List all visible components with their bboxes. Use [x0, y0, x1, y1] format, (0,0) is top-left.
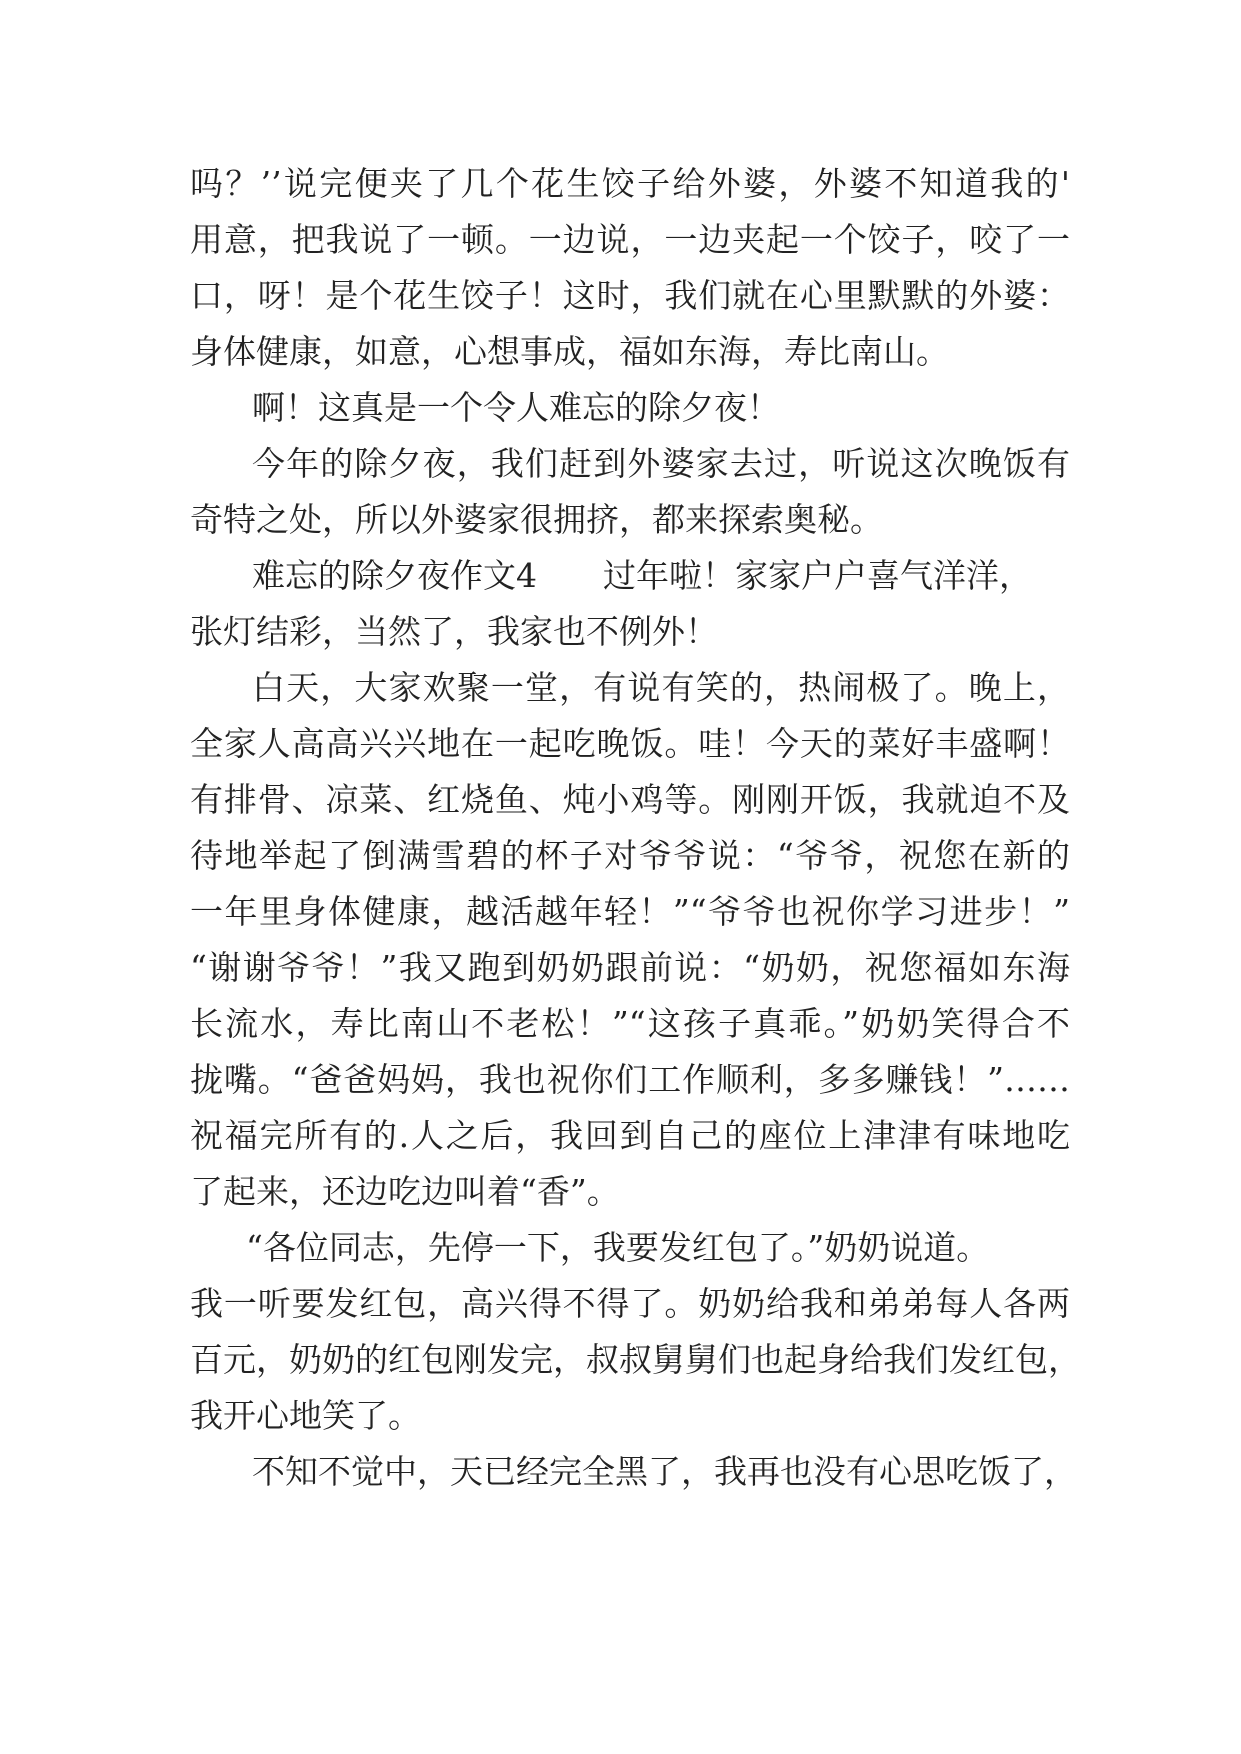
text-line: 百元，奶奶的红包刚发完，叔叔舅舅们也起身给我们发红包，: [190, 1340, 1081, 1379]
text-line: 难忘的除夕夜作文4 过年啦！家家户户喜气洋洋，: [252, 556, 1032, 595]
text-line: 身体健康，如意，心想事成，福如东海，寿比南山。: [190, 332, 949, 371]
text-line: 吗？’’说完便夹了几个花生饺子给外婆，外婆不知道我的': [190, 164, 1070, 203]
text-line: 有排骨、凉菜、红烧鱼、炖小鸡等。刚刚开饭，我就迫不及: [190, 780, 1070, 819]
text-line: 一年里身体健康，越活越年轻！”“爷爷也祝你学习进步！”: [190, 892, 1070, 931]
text-line: 我一听要发红包，高兴得不得了。奶奶给我和弟弟每人各两: [190, 1284, 1070, 1323]
text-line: 长流水，寿比南山不老松！”“这孩子真乖。”奶奶笑得合不: [190, 1004, 1070, 1043]
text-line: 全家人高高兴兴地在一起吃晚饭。哇！今天的菜好丰盛啊！: [190, 724, 1070, 763]
text-line: 拢嘴。“爸爸妈妈，我也祝你们工作顺利，多多赚钱！”……: [190, 1060, 1070, 1099]
text-line: 用意，把我说了一顿。一边说，一边夹起一个饺子，咬了一: [190, 220, 1070, 259]
text-line: 奇特之处，所以外婆家很拥挤，都来探索奥秘。: [190, 500, 883, 539]
text-line: 口，呀！是个花生饺子！这时，我们就在心里默默的外婆：: [190, 276, 1070, 315]
text-line: 祝福完所有的.人之后，我回到自己的座位上津津有味地吃: [190, 1116, 1070, 1155]
text-line: 白天，大家欢聚一堂，有说有笑的，热闹极了。晚上，: [252, 668, 1070, 707]
text-line: 待地举起了倒满雪碧的杯子对爷爷说：“爷爷，祝您在新的: [190, 836, 1070, 875]
text-line: 今年的除夕夜，我们赶到外婆家去过，听说这次晚饭有: [252, 444, 1070, 483]
text-line: “谢谢爷爷！”我又跑到奶奶跟前说：“奶奶，祝您福如东海: [190, 948, 1070, 987]
text-line: 了起来，还边吃边叫着“香”。: [190, 1172, 620, 1211]
text-line: 不知不觉中，天已经完全黑了，我再也没有心思吃饭了，: [252, 1452, 1077, 1491]
text-line: 啊！这真是一个令人难忘的除夕夜！: [252, 388, 780, 427]
text-line: 我开心地笑了。: [190, 1396, 421, 1435]
text-line: “各位同志，先停一下，我要发红包了。”奶奶说道。: [246, 1228, 990, 1267]
document-body: [190, 156, 1081, 1500]
text-line: 张灯结彩，当然了，我家也不例外！: [190, 612, 718, 651]
